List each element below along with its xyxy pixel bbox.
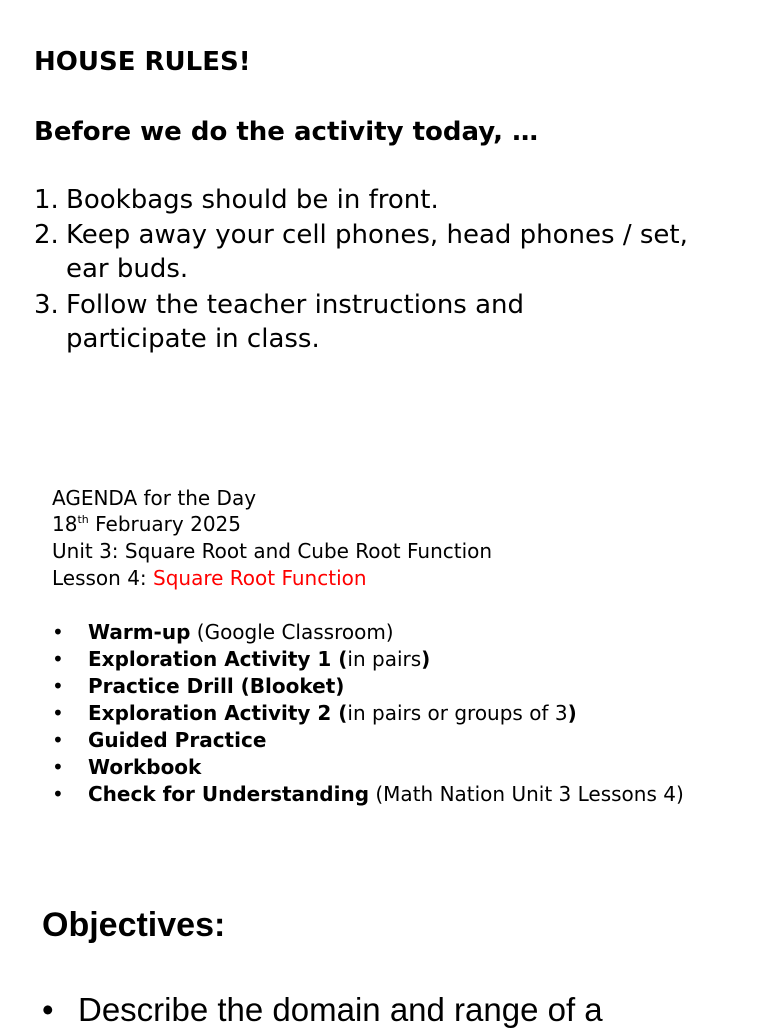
agenda-item	[52, 646, 742, 673]
bullet-icon: •	[52, 728, 64, 752]
agenda-date	[52, 511, 241, 537]
date-day: 18	[52, 512, 78, 536]
agenda-item-detail: (Math Nation Unit 3 Lessons 4)	[369, 782, 684, 806]
agenda-item	[52, 754, 742, 781]
agenda-item-detail: in pairs or groups of 3	[347, 701, 568, 725]
lesson-prefix: Lesson 4:	[52, 566, 154, 590]
house-rules-intro: Before we do the activity today, …	[34, 117, 539, 147]
agenda-item	[52, 700, 742, 727]
agenda-item-bold-end: )	[567, 701, 577, 725]
agenda-unit: Unit 3: Square Root and Cube Root Function	[52, 539, 493, 563]
agenda-item-bold: Practice Drill (Blooket)	[88, 674, 345, 698]
lesson-title: Square Root Function	[153, 566, 367, 590]
agenda-heading: AGENDA for the Day	[52, 486, 257, 510]
rule-item	[34, 218, 724, 286]
rule-text: Bookbags should be in front.	[66, 185, 439, 215]
rule-item	[34, 183, 734, 217]
bullet-icon: •	[52, 674, 64, 698]
rule-number: 2.	[34, 220, 59, 250]
bullet-icon: •	[52, 620, 64, 644]
bullet-icon: •	[52, 782, 64, 806]
agenda-item-bold: Warm-up	[88, 620, 191, 644]
agenda-item	[52, 727, 742, 754]
agenda-item-bold: Check for Understanding	[88, 782, 370, 806]
objective-text: Describe the domain and range of a	[78, 991, 603, 1028]
bullet-icon: •	[52, 755, 64, 779]
bullet-icon: •	[52, 647, 64, 671]
date-rest: February 2025	[88, 512, 241, 536]
agenda-item	[52, 673, 742, 700]
bullet-icon: •	[42, 991, 54, 1028]
agenda-item-bold: Exploration Activity 1 (	[88, 647, 348, 671]
rule-text: Follow the teacher instructions and participate in class.	[66, 290, 525, 354]
agenda-item-bold: Exploration Activity 2 (	[88, 701, 348, 725]
agenda-item	[52, 781, 742, 808]
objective-item	[42, 988, 603, 1032]
agenda-item	[52, 619, 742, 646]
house-rules-title: HOUSE RULES!	[34, 47, 251, 77]
agenda-item-bold: Guided Practice	[88, 728, 267, 752]
agenda-item-bold: Workbook	[88, 755, 202, 779]
objectives-title: Objectives:	[42, 906, 226, 944]
date-suffix: th	[77, 513, 89, 526]
agenda-item-bold-end: )	[421, 647, 431, 671]
bullet-icon: •	[52, 701, 64, 725]
agenda-item-detail: in pairs	[347, 647, 422, 671]
rule-item	[34, 288, 634, 356]
rule-number: 3.	[34, 290, 59, 320]
agenda-lesson	[52, 565, 367, 591]
rule-number: 1.	[34, 185, 59, 215]
rule-text: Keep away your cell phones, head phones / set, ear buds.	[66, 220, 688, 284]
agenda-item-detail: (Google Classroom)	[190, 620, 394, 644]
